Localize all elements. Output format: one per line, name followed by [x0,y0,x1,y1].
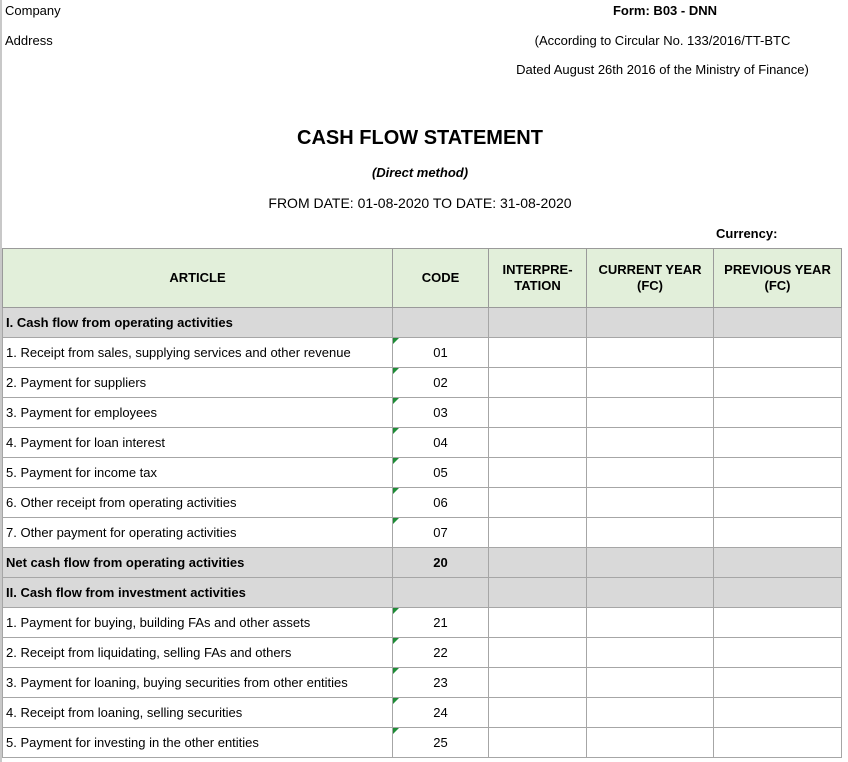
table-row [3,368,842,398]
current-year-cell[interactable] [587,578,714,608]
article-cell[interactable]: 3. Payment for employees [3,398,393,428]
article-cell[interactable]: 2. Payment for suppliers [3,368,393,398]
table-row [3,668,842,698]
interpretation-cell[interactable] [489,698,587,728]
previous-year-cell[interactable] [714,368,842,398]
previous-year-cell[interactable] [714,398,842,428]
previous-year-cell[interactable] [714,608,842,638]
table-row [3,308,842,338]
error-indicator-icon [393,608,399,614]
code-cell[interactable] [393,308,489,338]
article-cell[interactable]: 3. Payment for loaning, buying securities from other entities [3,668,393,698]
current-year-cell[interactable] [587,458,714,488]
current-year-cell[interactable] [587,698,714,728]
current-year-cell[interactable] [587,428,714,458]
table-row [3,338,842,368]
col-article-header[interactable]: ARTICLE [3,249,393,308]
table-row [3,458,842,488]
code-cell[interactable]: 06 [393,488,489,518]
code-cell[interactable]: 23 [393,668,489,698]
table-row [3,578,842,608]
previous-year-cell[interactable] [714,668,842,698]
error-indicator-icon [393,398,399,404]
table-header-row [3,249,842,308]
code-cell[interactable]: 20 [393,548,489,578]
article-cell[interactable]: 1. Payment for buying, building FAs and other assets [3,608,393,638]
method-subtitle: (Direct method) [371,165,469,180]
error-indicator-icon [393,728,399,734]
article-cell[interactable]: 4. Receipt from loaning, selling securities [3,698,393,728]
previous-year-cell[interactable] [714,308,842,338]
previous-year-cell[interactable] [714,578,842,608]
table-row [3,638,842,668]
article-cell[interactable]: 5. Payment for income tax [3,458,393,488]
error-indicator-icon [393,428,399,434]
interpretation-cell[interactable] [489,338,587,368]
interpretation-cell[interactable] [489,668,587,698]
article-cell[interactable]: 7. Other payment for operating activities [3,518,393,548]
previous-year-cell[interactable] [714,548,842,578]
interpretation-cell[interactable] [489,728,587,758]
code-cell[interactable]: 04 [393,428,489,458]
code-cell[interactable] [393,578,489,608]
code-cell[interactable]: 25 [393,728,489,758]
current-year-cell[interactable] [587,638,714,668]
article-cell[interactable]: 5. Payment for investing in the other entities [3,728,393,758]
code-cell[interactable]: 21 [393,608,489,638]
current-year-cell[interactable] [587,548,714,578]
code-cell[interactable]: 05 [393,458,489,488]
currency-label: Currency: [716,226,778,241]
article-cell[interactable]: 4. Payment for loan interest [3,428,393,458]
article-cell[interactable]: 1. Receipt from sales, supplying services and other revenue [3,338,393,368]
previous-year-cell[interactable] [714,728,842,758]
error-indicator-icon [393,458,399,464]
article-cell[interactable]: Net cash flow from operating activities [3,548,393,578]
previous-year-cell[interactable] [714,638,842,668]
previous-year-cell[interactable] [714,338,842,368]
code-cell[interactable]: 24 [393,698,489,728]
cash-flow-table [2,248,842,758]
code-cell[interactable]: 22 [393,638,489,668]
circular-reference: (According to Circular No. 133/2016/TT-BTC [534,33,791,48]
table-row [3,608,842,638]
table-row [3,488,842,518]
code-cell[interactable]: 01 [393,338,489,368]
table-row [3,518,842,548]
form-code: Form: B03 - DNN [612,3,717,18]
previous-year-cell[interactable] [714,458,842,488]
article-cell[interactable]: II. Cash flow from investment activities [3,578,393,608]
current-year-cell[interactable] [587,398,714,428]
address-label: Address [5,33,53,48]
current-year-cell[interactable] [587,668,714,698]
interpretation-cell[interactable] [489,518,587,548]
circular-date: Dated August 26th 2016 of the Ministry of Finance) [516,62,809,77]
code-cell[interactable]: 02 [393,368,489,398]
error-indicator-icon [393,698,399,704]
interpretation-cell[interactable] [489,578,587,608]
interpretation-cell[interactable] [489,428,587,458]
code-cell[interactable]: 03 [393,398,489,428]
table-row [3,428,842,458]
code-cell[interactable]: 07 [393,518,489,548]
table-row [3,728,842,758]
current-year-cell[interactable] [587,338,714,368]
article-cell[interactable]: 6. Other receipt from operating activities [3,488,393,518]
error-indicator-icon [393,488,399,494]
article-cell[interactable]: I. Cash flow from operating activities [3,308,393,338]
error-indicator-icon [393,638,399,644]
table-row [3,698,842,728]
previous-year-cell[interactable] [714,488,842,518]
error-indicator-icon [393,518,399,524]
table-row [3,398,842,428]
col-code-header[interactable]: CODE [393,249,489,308]
article-cell[interactable]: 2. Receipt from liquidating, selling FAs and others [3,638,393,668]
current-year-cell[interactable] [587,308,714,338]
current-year-cell[interactable] [587,488,714,518]
previous-year-cell[interactable] [714,428,842,458]
current-year-cell[interactable] [587,608,714,638]
previous-year-cell[interactable] [714,698,842,728]
interpretation-cell[interactable] [489,368,587,398]
table-row [3,548,842,578]
current-year-cell[interactable] [587,518,714,548]
company-label: Company [5,3,61,18]
interpretation-cell[interactable] [489,488,587,518]
interpretation-cell[interactable] [489,548,587,578]
current-year-cell[interactable] [587,728,714,758]
error-indicator-icon [393,338,399,344]
col-current-year-header[interactable]: CURRENT YEAR (FC) [587,249,714,308]
interpretation-cell[interactable] [489,458,587,488]
col-interpretation-header[interactable]: INTERPRE- TATION [489,249,587,308]
page-title: CASH FLOW STATEMENT [297,127,543,149]
interpretation-cell[interactable] [489,638,587,668]
report-period: FROM DATE: 01-08-2020 TO DATE: 31-08-2020 [268,195,572,211]
error-indicator-icon [393,668,399,674]
interpretation-cell[interactable] [489,608,587,638]
error-indicator-icon [393,368,399,374]
current-year-cell[interactable] [587,368,714,398]
col-previous-year-header[interactable]: PREVIOUS YEAR (FC) [714,249,842,308]
interpretation-cell[interactable] [489,398,587,428]
previous-year-cell[interactable] [714,518,842,548]
interpretation-cell[interactable] [489,308,587,338]
